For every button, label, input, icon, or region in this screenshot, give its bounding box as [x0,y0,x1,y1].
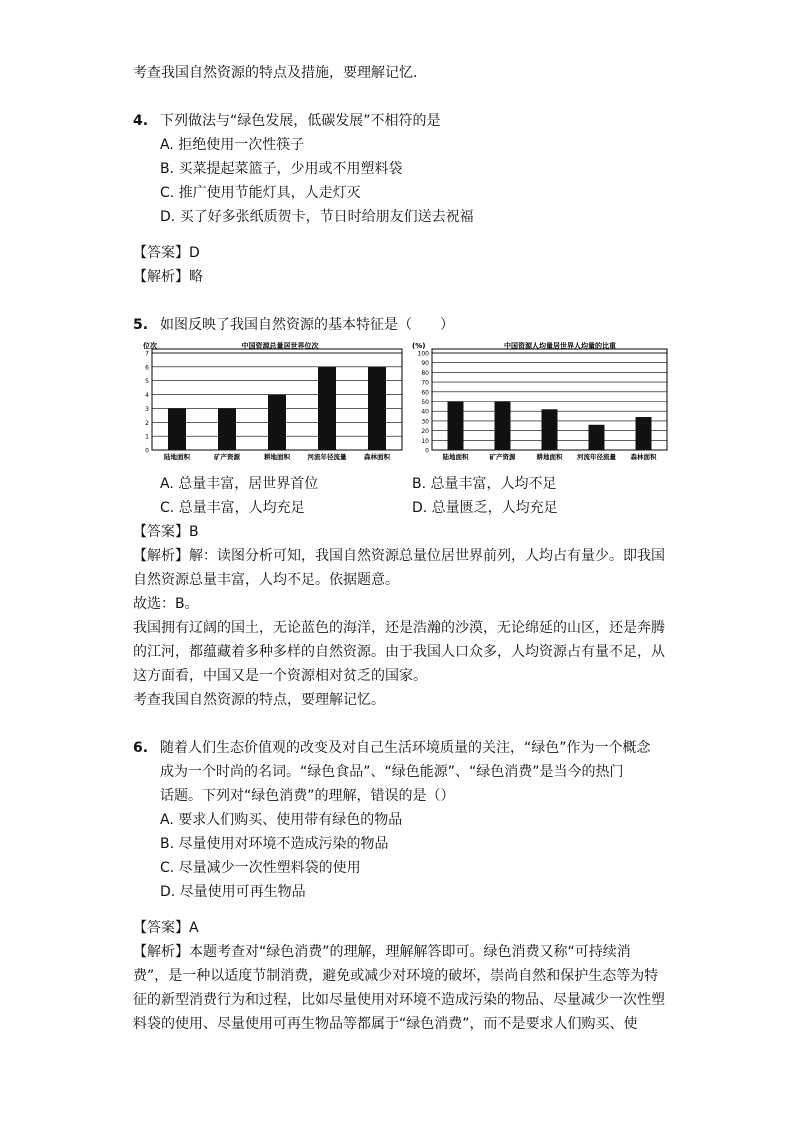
q6-stem-line-1: 随着人们生态价值观的改变及对自己生活环境质量的关注，“绿色”作为一个概念 [160,740,651,756]
q6-analysis-line-4: 料袋的使用、尽量使用可再生物品等都属于“绿色消费”，而不是要求人们购买、使 [133,1016,638,1032]
q4-stem: 下列做法与“绿色发展，低碳发展”不相符的是 [160,113,441,129]
q5-number: 5. [133,317,149,333]
y-axis-label: 位次 [143,342,157,350]
y-tick-label: 5 [145,378,149,386]
chart-total-rank [140,338,405,468]
q5-option-d: D. 总量匮乏，人均充足 [412,500,558,516]
chart-per-capita-ratio [410,338,670,468]
y-tick-label: 50 [421,399,429,406]
y-tick-label: 10 [421,437,429,445]
y-tick-label: 80 [421,369,429,377]
chart-total-rank-svg [140,338,405,468]
q6-answer: 【答案】A [133,920,199,936]
intro-line: 考查我国自然资源的特点及措施，要理解记忆． [133,65,427,81]
q4-answer: 【答案】D [133,245,200,261]
y-tick-label: 2 [145,419,149,427]
q5-analysis-line-7: 考查我国自然资源的特点，要理解记忆。 [133,692,385,708]
y-tick-label: 30 [421,418,429,426]
x-tick-label: 矿产资源 [489,453,516,461]
bar [218,408,236,450]
q5-analysis-line-2: 自然资源总量丰富，人均不足。依据题意。 [133,572,399,588]
q4-option-b: B. 买菜提起菜篮子，少用或不用塑料袋 [160,161,403,177]
q5-analysis-line-5: 的江河，都蕴藏着多种多样的自然资源。由于我国人口众多，人均资源占有量不足，从 [133,644,665,660]
bar [268,395,286,450]
x-tick-label: 森林面积 [630,453,657,461]
q5-option-c: C. 总量丰富，人均充足 [160,500,305,516]
y-tick-label: 70 [421,379,429,387]
q6-number: 6. [133,740,149,756]
q6-analysis-line-2: 费”，是一种以适度节制消费，避免或减少对环境的破坏，崇尚自然和保护生态等为特 [133,968,659,984]
q5-analysis-line-4: 我国拥有辽阔的国土，无论蓝色的海洋，还是浩瀚的沙漠，无论绵延的山区，还是奔腾 [133,620,665,636]
bar [318,367,336,450]
q6-analysis-line-3: 征的新型消费行为和过程，比如尽量使用对环境不造成污染的物品、尽量减少一次性塑 [133,992,665,1008]
q4-analysis: 【解析】略 [133,269,203,285]
chart-title: 中国资源总量居世界位次 [241,342,319,350]
q5-answer: 【答案】B [133,524,199,540]
bar [368,367,386,450]
q5-stem: 如图反映了我国自然资源的基本特征是（ ） [160,317,454,333]
q6-stem-line-2: 成为一个时尚的名词。“绿色食品”、“绿色能源”、“绿色消费”是当今的热门 [160,764,624,780]
bar [589,425,605,450]
y-tick-label: 20 [421,428,429,436]
y-tick-label: 90 [421,360,429,368]
q5-analysis-line-3: 故选：B。 [133,596,199,612]
y-tick-label: 40 [421,408,429,416]
chart-per-capita-ratio-svg [410,338,670,468]
q5-analysis-line-1: 【解析】解：读图分析可知，我国自然资源总量位居世界前列，人均占有量少。即我国 [133,548,665,564]
chart-title: 中国资源人均量居世界人均量的比重 [504,342,616,350]
q6-option-d: D. 尽量使用可再生物品 [160,884,306,900]
q6-option-b: B. 尽量使用对环境不造成污染的物品 [160,836,389,852]
x-tick-label: 陆地面积 [442,453,469,461]
y-tick-label: 6 [145,364,149,372]
y-tick-label: 7 [145,350,149,358]
y-tick-label: 0 [145,447,149,455]
x-tick-label: 河流年径流量 [577,453,616,461]
q4-option-d: D. 买了好多张纸质贺卡，节日时给朋友们送去祝福 [160,209,474,225]
x-tick-label: 矿产资源 [214,453,240,461]
y-tick-label: 1 [145,433,149,441]
bar [636,417,652,450]
y-tick-label: 4 [145,392,149,400]
x-tick-label: 河流年径流量 [307,453,347,461]
q6-stem-line-3: 话题。下列对“绿色消费”的理解，错误的是（） [160,788,455,804]
y-tick-label: 0 [425,447,429,455]
x-tick-label: 耕地面积 [264,453,290,461]
bar [448,402,464,451]
x-tick-label: 耕地面积 [536,453,563,461]
x-tick-label: 森林面积 [364,453,390,461]
q4-option-c: C. 推广使用节能灯具，人走灯灭 [160,185,361,201]
bar [495,402,511,451]
q5-analysis-line-6: 这方面看，中国又是一个资源相对贫乏的国家。 [133,668,427,684]
y-tick-label: 100 [417,350,429,358]
x-tick-label: 陆地面积 [164,453,190,461]
y-axis-label: (%) [412,342,426,350]
y-tick-label: 3 [145,405,149,413]
q4-number: 4. [133,113,149,129]
q6-analysis-line-1: 【解析】本题考查对“绿色消费”的理解，理解解答即可。绿色消费又称“可持续消 [133,944,631,960]
q6-option-a: A. 要求人们购买、使用带有绿色的物品 [160,812,403,828]
q4-option-a: A. 拒绝使用一次性筷子 [160,137,305,153]
bar [542,409,558,450]
y-tick-label: 60 [421,389,429,397]
bar [168,408,186,450]
q6-option-c: C. 尽量减少一次性塑料袋的使用 [160,860,361,876]
q5-option-a: A. 总量丰富，居世界首位 [160,476,319,492]
q5-option-b: B. 总量丰富，人均不足 [412,476,557,492]
